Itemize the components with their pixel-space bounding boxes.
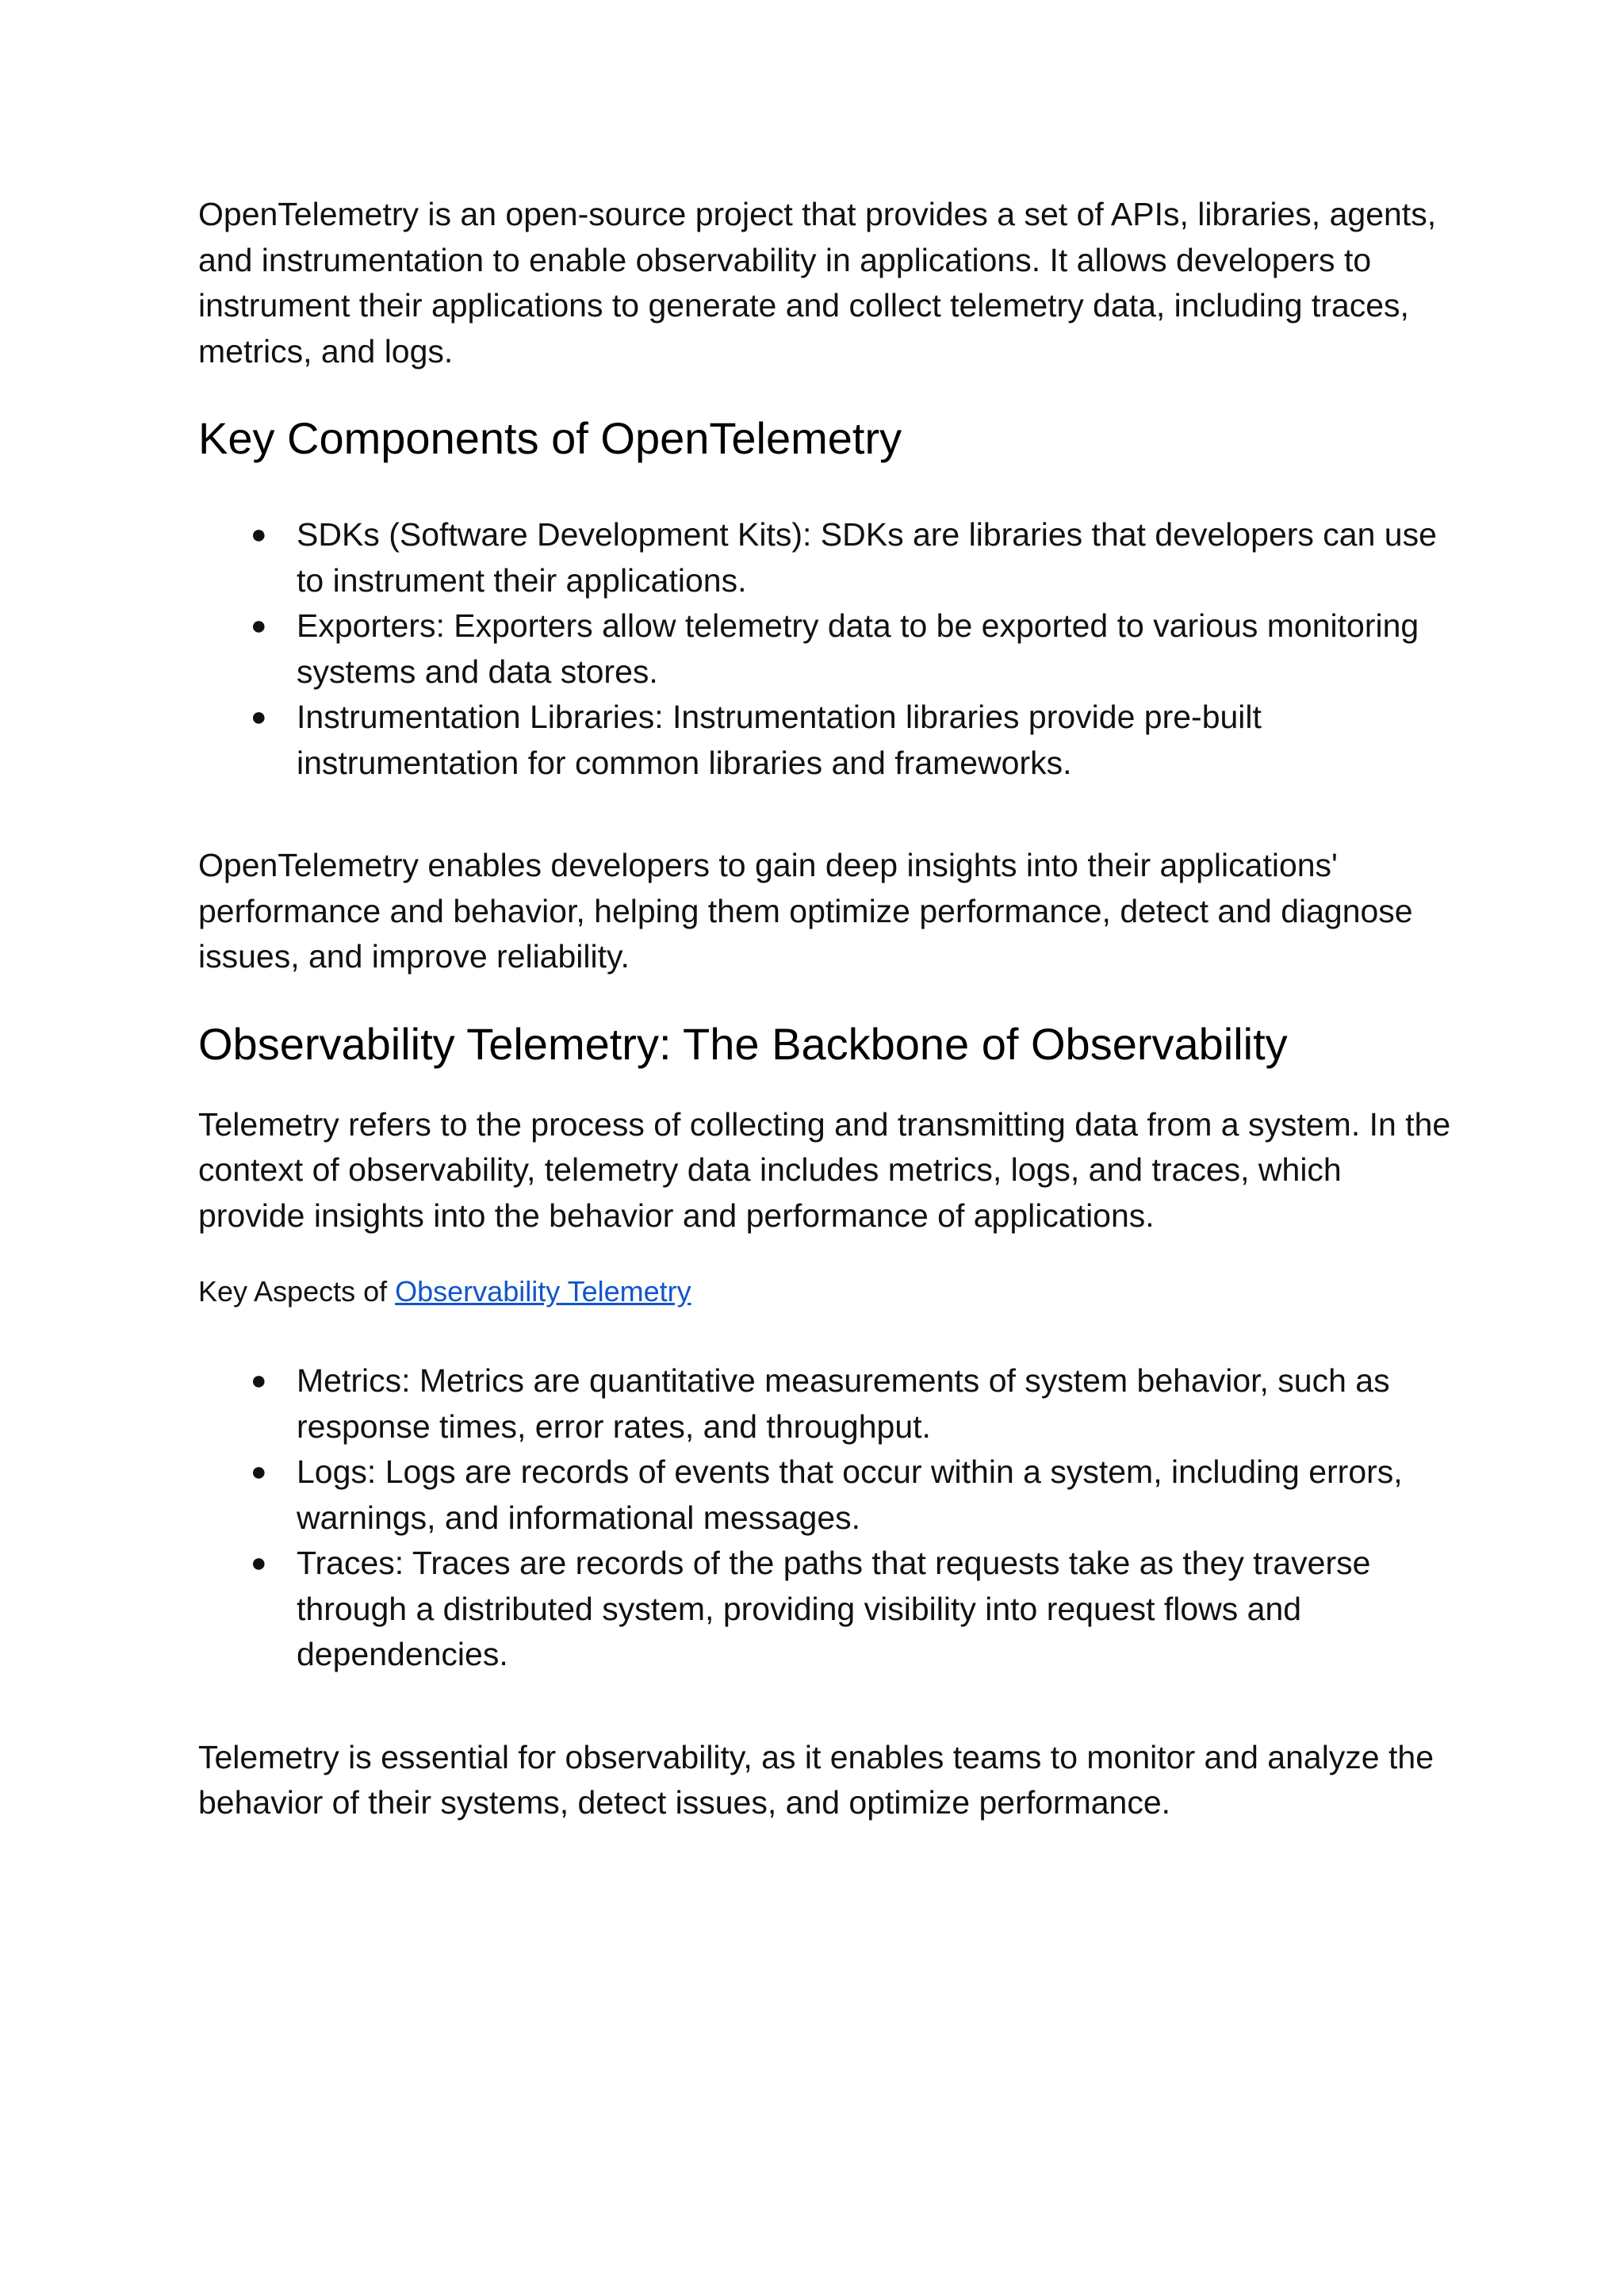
list-item-text: Instrumentation Libraries: Instrumentation libraries provide pre-built instrumentation for common libraries and frameworks. <box>297 699 1262 781</box>
bullet-icon: ● <box>251 1548 267 1578</box>
list-item <box>198 695 1451 786</box>
list-item-text: Traces: Traces are records of the paths that requests take as they traverse through a distributed system, providing visibility into request flows and dependencies. <box>297 1545 1371 1672</box>
bullet-icon: ● <box>251 702 267 732</box>
intro-paragraph: OpenTelemetry is an open-source project that provides a set of APIs, libraries, agents, and instrumentation to enable observability in applications. It allows developers to instrument their applications to generate and collect telemetry data, including traces, metrics, and logs. <box>198 196 1437 370</box>
bullet-icon: ● <box>251 1457 267 1487</box>
heading-key-components: Key Components of OpenTelemetry <box>198 413 902 463</box>
list-item <box>198 1358 1451 1450</box>
list-item-text: SDKs (Software Development Kits): SDKs are libraries that developers can use to instrument their applications. <box>297 516 1437 599</box>
list-item <box>198 603 1451 695</box>
components-summary-paragraph: OpenTelemetry enables developers to gain deep insights into their applications' performance and behavior, helping them optimize performance, detect and diagnose issues, and improve reliability. <box>198 847 1413 975</box>
document-page <box>198 192 1451 1826</box>
telemetry-intro-paragraph: Telemetry refers to the process of collecting and transmitting data from a system. In the context of observability, telemetry data includes metrics, logs, and traces, which provide insights into the behavior and performance of applications. <box>198 1105 1451 1234</box>
list-item-text: Logs: Logs are records of events that occur within a system, including errors, warnings, and informational messages. <box>297 1453 1403 1536</box>
heading-observability-telemetry: Observability Telemetry: The Backbone of Observability <box>198 1018 1288 1069</box>
key-aspects-line <box>198 1272 1451 1312</box>
aspects-list <box>198 1358 1451 1678</box>
observability-telemetry-link[interactable]: Observability Telemetry <box>395 1275 691 1308</box>
components-list <box>198 512 1451 786</box>
telemetry-summary-paragraph: Telemetry is essential for observability, as it enables teams to monitor and analyze the behavior of their systems, detect issues, and optimize performance. <box>198 1738 1434 1821</box>
list-item <box>198 1450 1451 1541</box>
list-item-text: Metrics: Metrics are quantitative measurements of system behavior, such as response times, error rates, and throughput. <box>297 1362 1390 1445</box>
list-item <box>198 1541 1451 1678</box>
bullet-icon: ● <box>251 611 267 641</box>
bullet-icon: ● <box>251 1365 267 1396</box>
key-aspects-label: Key Aspects of <box>198 1275 396 1308</box>
list-item-text: Exporters: Exporters allow telemetry data to be exported to various monitoring systems and data stores. <box>297 607 1419 690</box>
bullet-icon: ● <box>251 519 267 550</box>
list-item <box>198 512 1451 603</box>
